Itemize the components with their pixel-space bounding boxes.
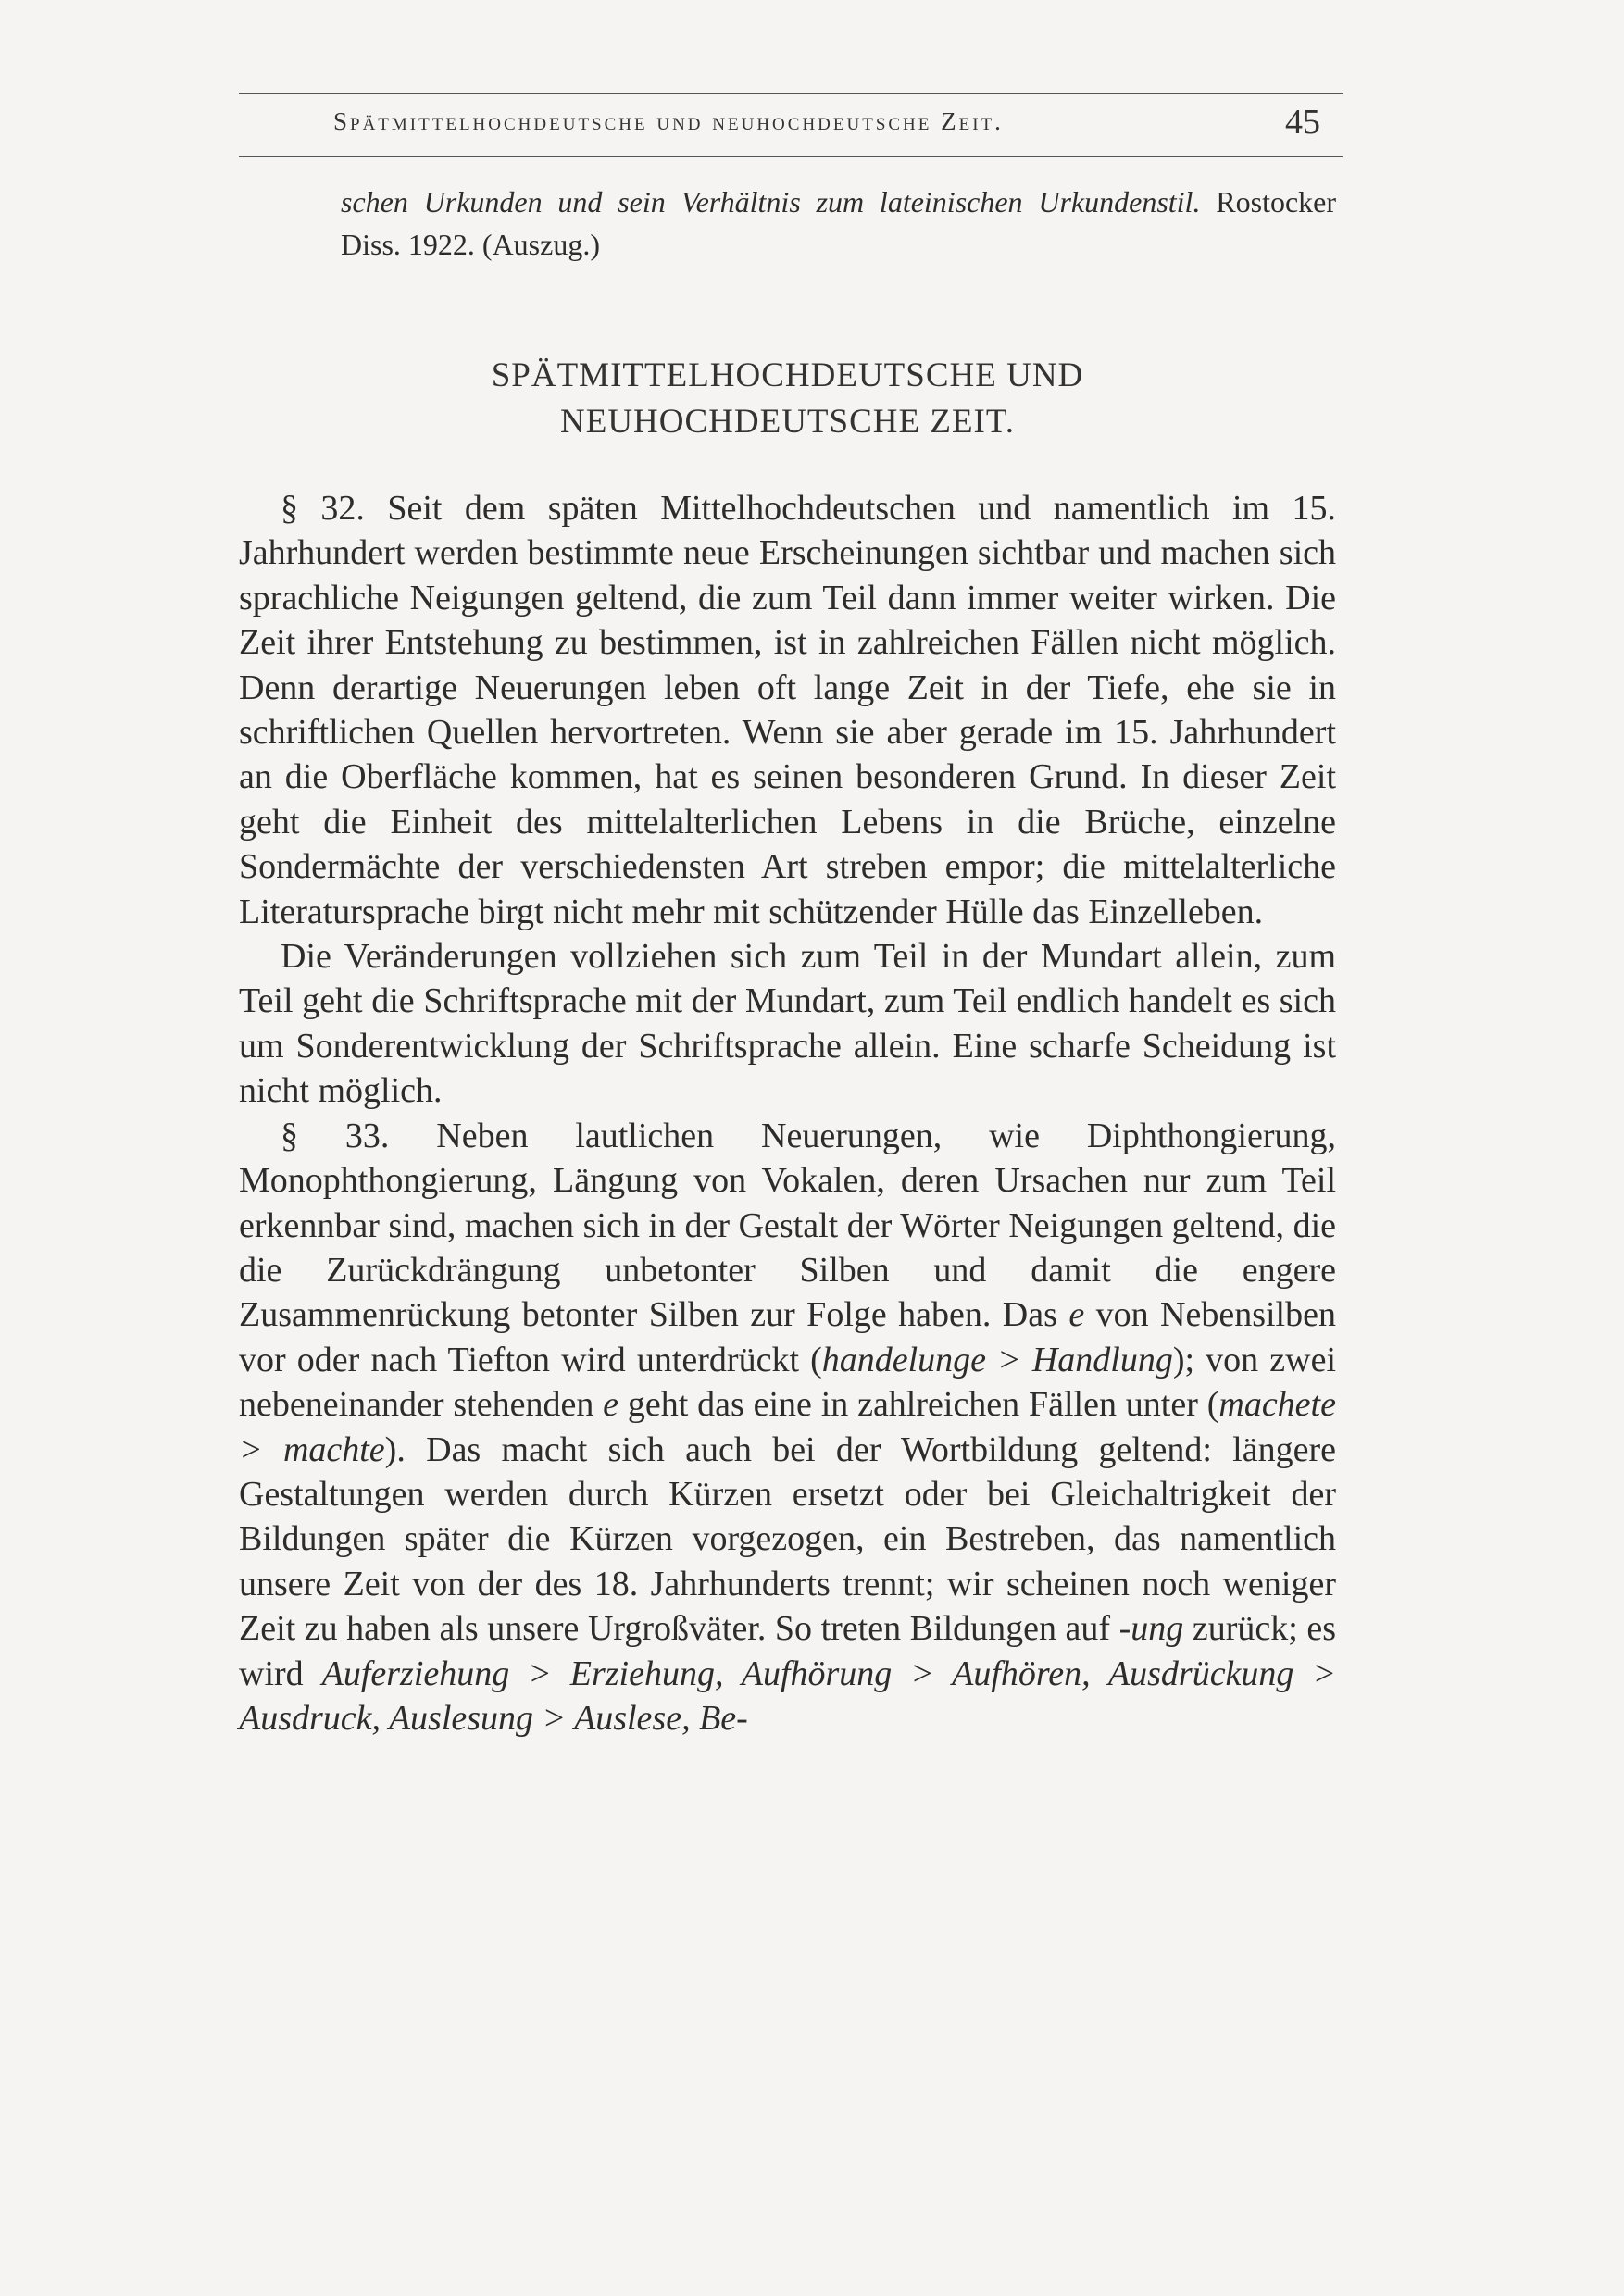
section-heading-line2: NEUHOCHDEUTSCHE ZEIT.	[560, 403, 1015, 441]
reference-italic: schen Urkunden und sein Verhältnis zum lateinischen Urkundenstil.	[341, 185, 1201, 218]
p33-text-6: zurück; es wird	[239, 1609, 1336, 1693]
p33-text-5: ). Das macht sich auch bei der Wortbildung geltend: längere Gestaltungen werden durch Kürzen ersetzt oder bei Gleichaltrigkeit der Bildungen später die Kürzen vorgezogen, ein Bestreben, das namentlich unsere Zeit von der des 18. Jahrhunderts trennt; wir scheinen noch weniger Zeit zu haben als unsere Urgroßväter. So treten Bildungen auf	[239, 1429, 1336, 1649]
p33-text-1: § 33. Neben lautlichen Neuerungen, wie Diphthongierung, Monophthongierung, Längung von Vokalen, deren Ursachen nur zum Teil erkennbar sind, machen sich in der Gestalt der Wörter Neigungen geltend, die die Zurückdrängung unbetonter Silben und damit die engere Zusammenrückung betonter Silben zur Folge haben. Das	[239, 1116, 1336, 1335]
paragraph-32: § 32. Seit dem späten Mittelhochdeutschen und namentlich im 15. Jahrhundert werden bestimmte neue Erscheinungen sichtbar und machen sich sprachliche Neigungen geltend, die zum Teil dann immer weiter wirken. Die Zeit ihrer Entstehung zu bestimmen, ist in zahlreichen Fällen nicht möglich. Denn derartige Neuerungen leben oft lange Zeit in der Tiefe, ehe sie in schriftlichen Quellen hervortreten. Wenn sie aber gerade im 15. Jahrhundert an die Oberfläche kommen, hat es seinen besonderen Grund. In dieser Zeit geht die Einheit des mittelalterlichen Lebens in die Brüche, einzelne Sondermächte der verschiedensten Art streben empor; die mittelalterliche Literatursprache birgt nicht mehr mit schützender Hülle das Einzelleben.	[239, 489, 1336, 931]
p33-text-2: von Nebensilben vor oder nach Tiefton wird unterdrückt (	[239, 1295, 1336, 1379]
p33-italic-3: e	[603, 1385, 619, 1425]
header-rule-top	[239, 93, 1343, 94]
reference-plain: Rostocker Diss. 1922. (Auszug.)	[341, 185, 1337, 261]
p33-italic-6: Auferziehung > Erziehung, Aufhörung > Aufhören, Ausdrückung > Ausdruck, Auslesung > Auslese, Be-	[239, 1653, 1337, 1738]
p33-text-4: geht das eine in zahlreichen Fällen unter (	[618, 1385, 1219, 1425]
reference-continuation	[341, 181, 1336, 266]
paragraph-32-continued: Die Veränderungen vollziehen sich zum Teil in der Mundart allein, zum Teil geht die Schriftsprache mit der Mundart, zum Teil endlich handelt es sich um Sonderentwicklung der Schriftsprache allein. Eine scharfe Scheidung ist nicht möglich.	[239, 937, 1336, 1111]
page-body	[239, 181, 1336, 1741]
p33-italic-1: e	[1068, 1295, 1085, 1335]
section-heading	[239, 353, 1336, 445]
p33-italic-4: machete > machte	[239, 1385, 1336, 1469]
p33-italic-5: -ung	[1118, 1609, 1184, 1649]
p33-italic-2: handelunge > Handlung	[821, 1340, 1173, 1379]
running-head: Spätmittelhochdeutsche und neuhochdeutsche Zeit.	[333, 107, 1004, 135]
p33-text-3: ); von zwei nebeneinander stehenden	[239, 1340, 1337, 1425]
header-rule-bottom	[239, 156, 1343, 157]
page-number: 45	[1285, 103, 1320, 142]
paragraph-33	[239, 1114, 1336, 1741]
section-heading-line1: SPÄTMITTELHOCHDEUTSCHE UND	[491, 356, 1084, 394]
